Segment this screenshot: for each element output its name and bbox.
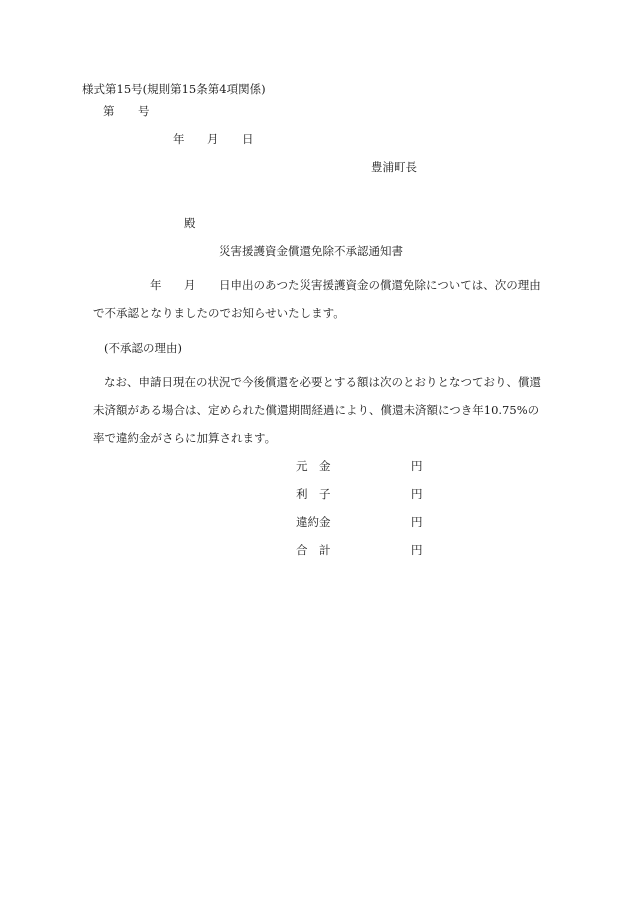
amount-label-interest-b: 子 xyxy=(319,487,331,501)
reason-heading: (不承認の理由) xyxy=(104,341,182,355)
amount-label-principal-a: 元 xyxy=(296,459,308,473)
amount-unit-total: 円 xyxy=(411,543,423,557)
notice-line-2: 未済額がある場合は、定められた償還期間経過により、償還未済額につき年10.75%の xyxy=(93,403,540,417)
amount-label-interest-a: 利 xyxy=(296,487,308,501)
body-month: 月 xyxy=(184,278,196,292)
document-number-go: 号 xyxy=(138,104,150,118)
addressee-honorific: 殿 xyxy=(184,216,196,230)
notice-line-1: なお、申請日現在の状況で今後償還を必要とする額は次のとおりとなつており、償還 xyxy=(104,375,541,389)
amount-label-total-b: 計 xyxy=(319,543,331,557)
date-month: 月 xyxy=(207,132,219,146)
form-number-header: 様式第15号(規則第15条第4項関係) xyxy=(82,82,266,96)
amount-unit-penalty: 円 xyxy=(411,515,423,529)
body-line-2: で不承認となりましたのでお知らせいたします。 xyxy=(93,306,345,320)
date-year: 年 xyxy=(173,132,185,146)
notice-line-3: 率で違約金がさらに加算されます。 xyxy=(93,431,277,445)
body-line-1: 日申出のあつた災害援護資金の償還免除については、次の理由 xyxy=(219,278,541,292)
date-day: 日 xyxy=(242,132,254,146)
amount-unit-interest: 円 xyxy=(411,487,423,501)
amount-unit-principal: 円 xyxy=(411,459,423,473)
body-year: 年 xyxy=(150,278,162,292)
amount-label-penalty: 違約金 xyxy=(296,515,331,529)
amount-label-principal-b: 金 xyxy=(319,459,331,473)
document-title: 災害援護資金償還免除不承認通知書 xyxy=(219,244,403,258)
amount-label-total-a: 合 xyxy=(296,543,308,557)
issuer-name: 豊浦町長 xyxy=(371,160,417,174)
document-number-dai: 第 xyxy=(103,104,115,118)
